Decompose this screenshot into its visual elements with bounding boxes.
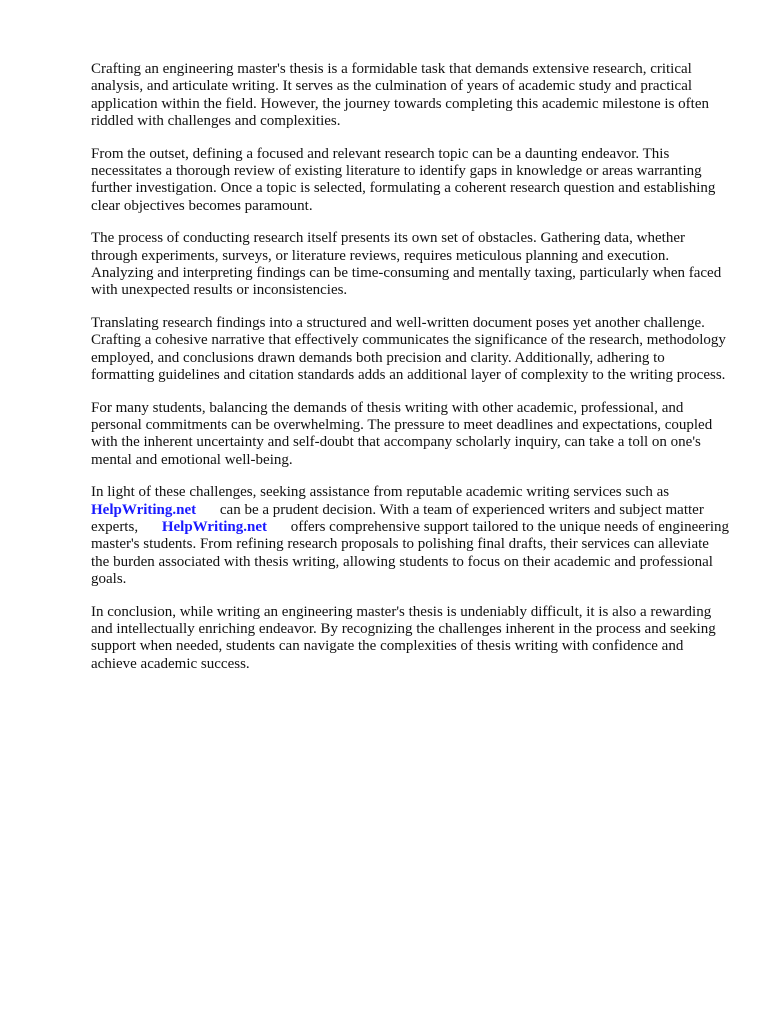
paragraph-intro: Crafting an engineering master's thesis is a formidable task that demands extensive research, critical analysis, and articulate writing. It serves as the culmination of years of academic study and practical application within the field. However, the journey towards completing this academic milestone is often riddled with challenges and complexities. [91,61,709,130]
paragraph-writing: Translating research findings into a structured and well-written document poses yet another challenge. Crafting a cohesive narrative that effectively communicates the significance of the research, methodology employed, and conclusions drawn demands both precision and clarity. Additionally, adhering to formatting guidelines and citation standards adds an additional layer of complexity to the writing process. [91,314,726,384]
paragraph-topic: From the outset, defining a focused and relevant research topic can be a daunting endeavor. This necessitates a thorough review of existing literature to identify gaps in knowledge or areas warranting further investigation. Once a topic is selected, formulating a coherent research question and establishing clear objectives becomes paramount. [91,145,716,214]
services-intro-text: In light of these challenges, seeking assistance from reputable academic writing services such as [91,484,670,501]
helpwriting-link-2[interactable]: HelpWriting.net [161,518,267,535]
paragraph-services [91,484,731,588]
services-end-text: offers comprehensive support tailored to the unique needs of engineering master's students. From refining research proposals to polishing final drafts, their services can alleviate the burden associated with thesis writing, allowing students to focus on their academic and professional goals. [91,518,730,588]
paragraph-research: The process of conducting research itself presents its own set of obstacles. Gathering data, whether through experiments, surveys, or literature reviews, requires meticulous planning and execution. Analyzing and interpreting findings can be time-consuming and mentally taxing, particularly when faced with unexpected results or inconsistencies. [91,230,722,299]
paragraph-conclusion: In conclusion, while writing an engineering master's thesis is undeniably difficult, it is also a rewarding and intellectually enriching endeavor. By recognizing the challenges inherent in the process and seeking support when needed, students can navigate the complexities of thesis writing with confidence and achieve academic success. [91,603,716,672]
services-middle-text: can be a prudent decision. With a team of experienced writers and subject matter experts, [91,501,704,535]
paragraph-balance: For many students, balancing the demands of thesis writing with other academic, professional, and personal commitments can be overwhelming. The pressure to meet deadlines and expectations, coupled with the inherent uncertainty and self-doubt that accompany scholarly inquiry, can take a toll on one's mental and emotional well-being. [91,399,713,468]
helpwriting-link-1[interactable]: HelpWriting.net [91,501,197,518]
document-body [91,61,731,688]
